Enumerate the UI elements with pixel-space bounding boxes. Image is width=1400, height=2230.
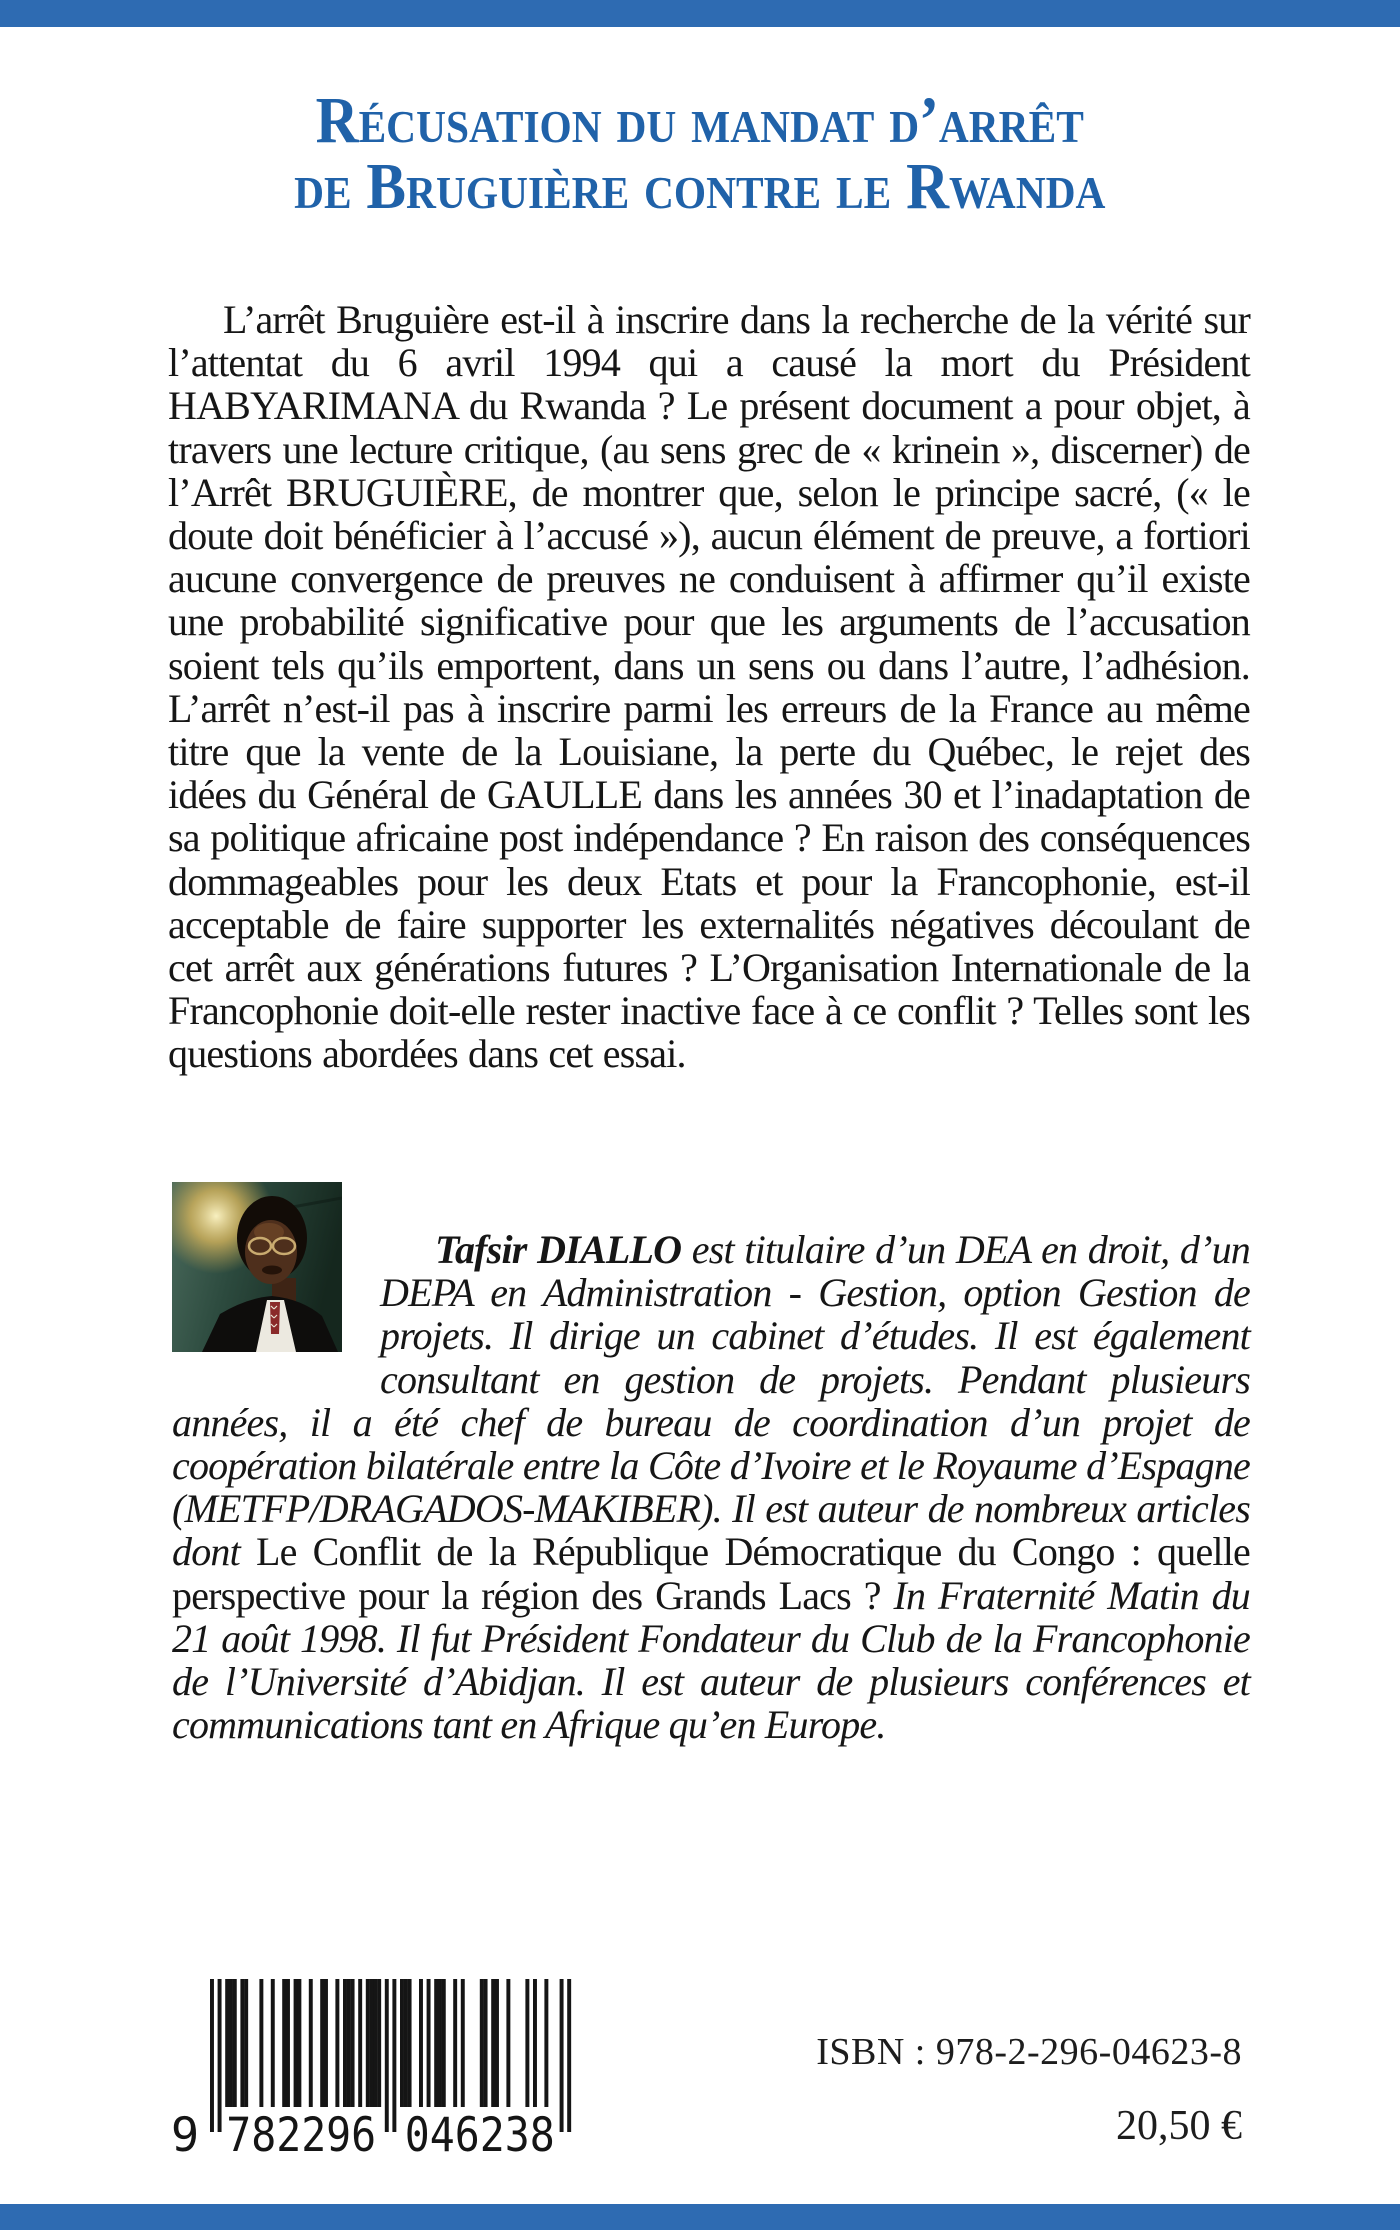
barcode-bar (358, 1979, 362, 2107)
barcode-bar (373, 1979, 377, 2107)
barcode-bar (309, 1979, 313, 2107)
barcode-bar (453, 1979, 457, 2107)
barcode-bar (427, 1979, 431, 2107)
barcode-bar (335, 1979, 339, 2107)
barcode-bar (351, 1979, 355, 2107)
barcode-bar (533, 1979, 537, 2107)
author-photo (172, 1182, 342, 1352)
barcode-bar (484, 1979, 488, 2107)
barcode-bar (271, 1979, 275, 2107)
barcode-bar (560, 1979, 564, 2132)
barcode-bar (442, 1979, 446, 2107)
book-title (0, 84, 1400, 223)
barcode-bar (370, 1979, 374, 2107)
barcode-bar (480, 1979, 484, 2107)
barcode-bar (286, 1979, 290, 2107)
barcode-bar (320, 1979, 324, 2107)
barcode-bar (377, 1979, 381, 2107)
barcode-bar (461, 1979, 465, 2107)
barcode-bar (408, 1979, 412, 2107)
barcode-bar (218, 1979, 222, 2132)
barcode-bar (366, 1979, 370, 2107)
barcode-bar (343, 1979, 347, 2107)
barcode-bar (495, 1979, 499, 2107)
barcode-bar (282, 1979, 286, 2107)
title-line-2: de Bruguière contre le Rwanda (294, 150, 1106, 223)
barcode-bar (297, 1979, 301, 2107)
barcode-digits-group1: 782296 (226, 2108, 377, 2157)
barcode-bar (404, 1979, 408, 2107)
bio-segment: In Fraternité Matin du 21 août 1998. Il fut Président Fondateur du Club de la Francophonie de l’Université d’Abidjan. Il est auteur de plusieurs conférences et communications tant en Afrique qu’en Europe. (172, 1572, 1250, 1748)
barcode-bar (385, 1979, 389, 2132)
barcode-bar (392, 1979, 396, 2132)
photo-mouth (262, 1266, 282, 1275)
barcode-bar (438, 1979, 442, 2107)
barcode (145, 1979, 585, 2157)
barcode-bar (259, 1979, 263, 2107)
barcode-bar (229, 1979, 233, 2107)
barcode-bar (240, 1979, 244, 2107)
barcode-bar (419, 1979, 423, 2107)
barcode-bar (210, 1979, 214, 2132)
barcode-bar (506, 1979, 510, 2107)
top-edge-band (0, 0, 1400, 27)
barcode-bar (491, 1979, 495, 2107)
barcode-bar (434, 1979, 438, 2107)
barcode-bar (544, 1979, 548, 2107)
isbn-text: ISBN : 978-2-296-04623-8 (816, 2031, 1242, 2073)
summary-paragraph: L’arrêt Bruguière est-il à inscrire dans la recherche de la vérité sur l’attentat du 6 avril 1994 qui a causé la mort du Président HABYARIMANA du Rwanda ? Le présent document a pour objet, à travers une lecture critique, (au sens grec de « krinein », discerner) de l’Arrêt BRUGUIÈRE, de montrer que, selon le principe sacré, (« le doute doit bénéficier à l’accusé »), aucun élément de preuve, a fortiori aucune convergence de preuves ne conduisent à affirmer qu’il existe une probabilité significative pour que les arguments de l’accusation soient tels qu’ils emportent, dans un sens ou dans l’autre, l’adhésion. L’arrêt n’est-il pas à inscrire parmi les erreurs de la France au même titre que la vente de la Louisiane, la perte du Québec, le rejet des idées du Général de GAULLE dans les années 30 et l’inadaptation de sa politique africaine post indépendance ? En raison des conséquences dommageables pour les deux Etats et pour la Francophonie, est-il acceptable de faire supporter les externalités négatives découlant de cet arrêt aux générations futures ? L’Organisation Internationale de la Francophonie doit-elle rester inactive face à ce conflit ? Telles sont les questions abordées dans cet essai. (168, 297, 1250, 1077)
barcode-bar (225, 1979, 229, 2107)
barcode-digits-left: 9 (170, 2108, 200, 2157)
barcode-bar (567, 1979, 571, 2132)
price-text: 20,50 € (1116, 2103, 1242, 2149)
bio-segment: Le Conflit de la République Démocratique du Congo : quelle perspective pour la région des Grands Lacs ? (172, 1529, 1250, 1618)
barcode-digits-group2: 046238 (404, 2108, 555, 2157)
barcode-bar (233, 1979, 237, 2107)
barcode-bar (324, 1979, 328, 2107)
author-bio-block (172, 1228, 1250, 1746)
barcode-bar (400, 1979, 404, 2107)
barcode-bar (347, 1979, 351, 2107)
bottom-edge-band (0, 2204, 1400, 2230)
barcode-bar (244, 1979, 248, 2107)
barcode-bar (525, 1979, 529, 2107)
barcode-bar (294, 1979, 298, 2107)
bio-segment: Tafsir DIALLO (435, 1227, 682, 1272)
bio-segment: est titulaire d’un DEA en droit, d’un DEPA en Administration - Gestion, option Gestion de projets. Il dirige un cabinet d’études. Il est également consultant en gestion de projets. Pendant plusieurs années, il a été chef de bureau de coordination d’un projet de coopération bilatérale entre la Côte d’Ivoire et le Royaume d’Espagne (METFP/DRAGADOS-MAKIBER). Il est auteur de nombreux articles dont (172, 1227, 1250, 1575)
title-line-1: Récusation du mandat d’arrêt (315, 84, 1085, 157)
